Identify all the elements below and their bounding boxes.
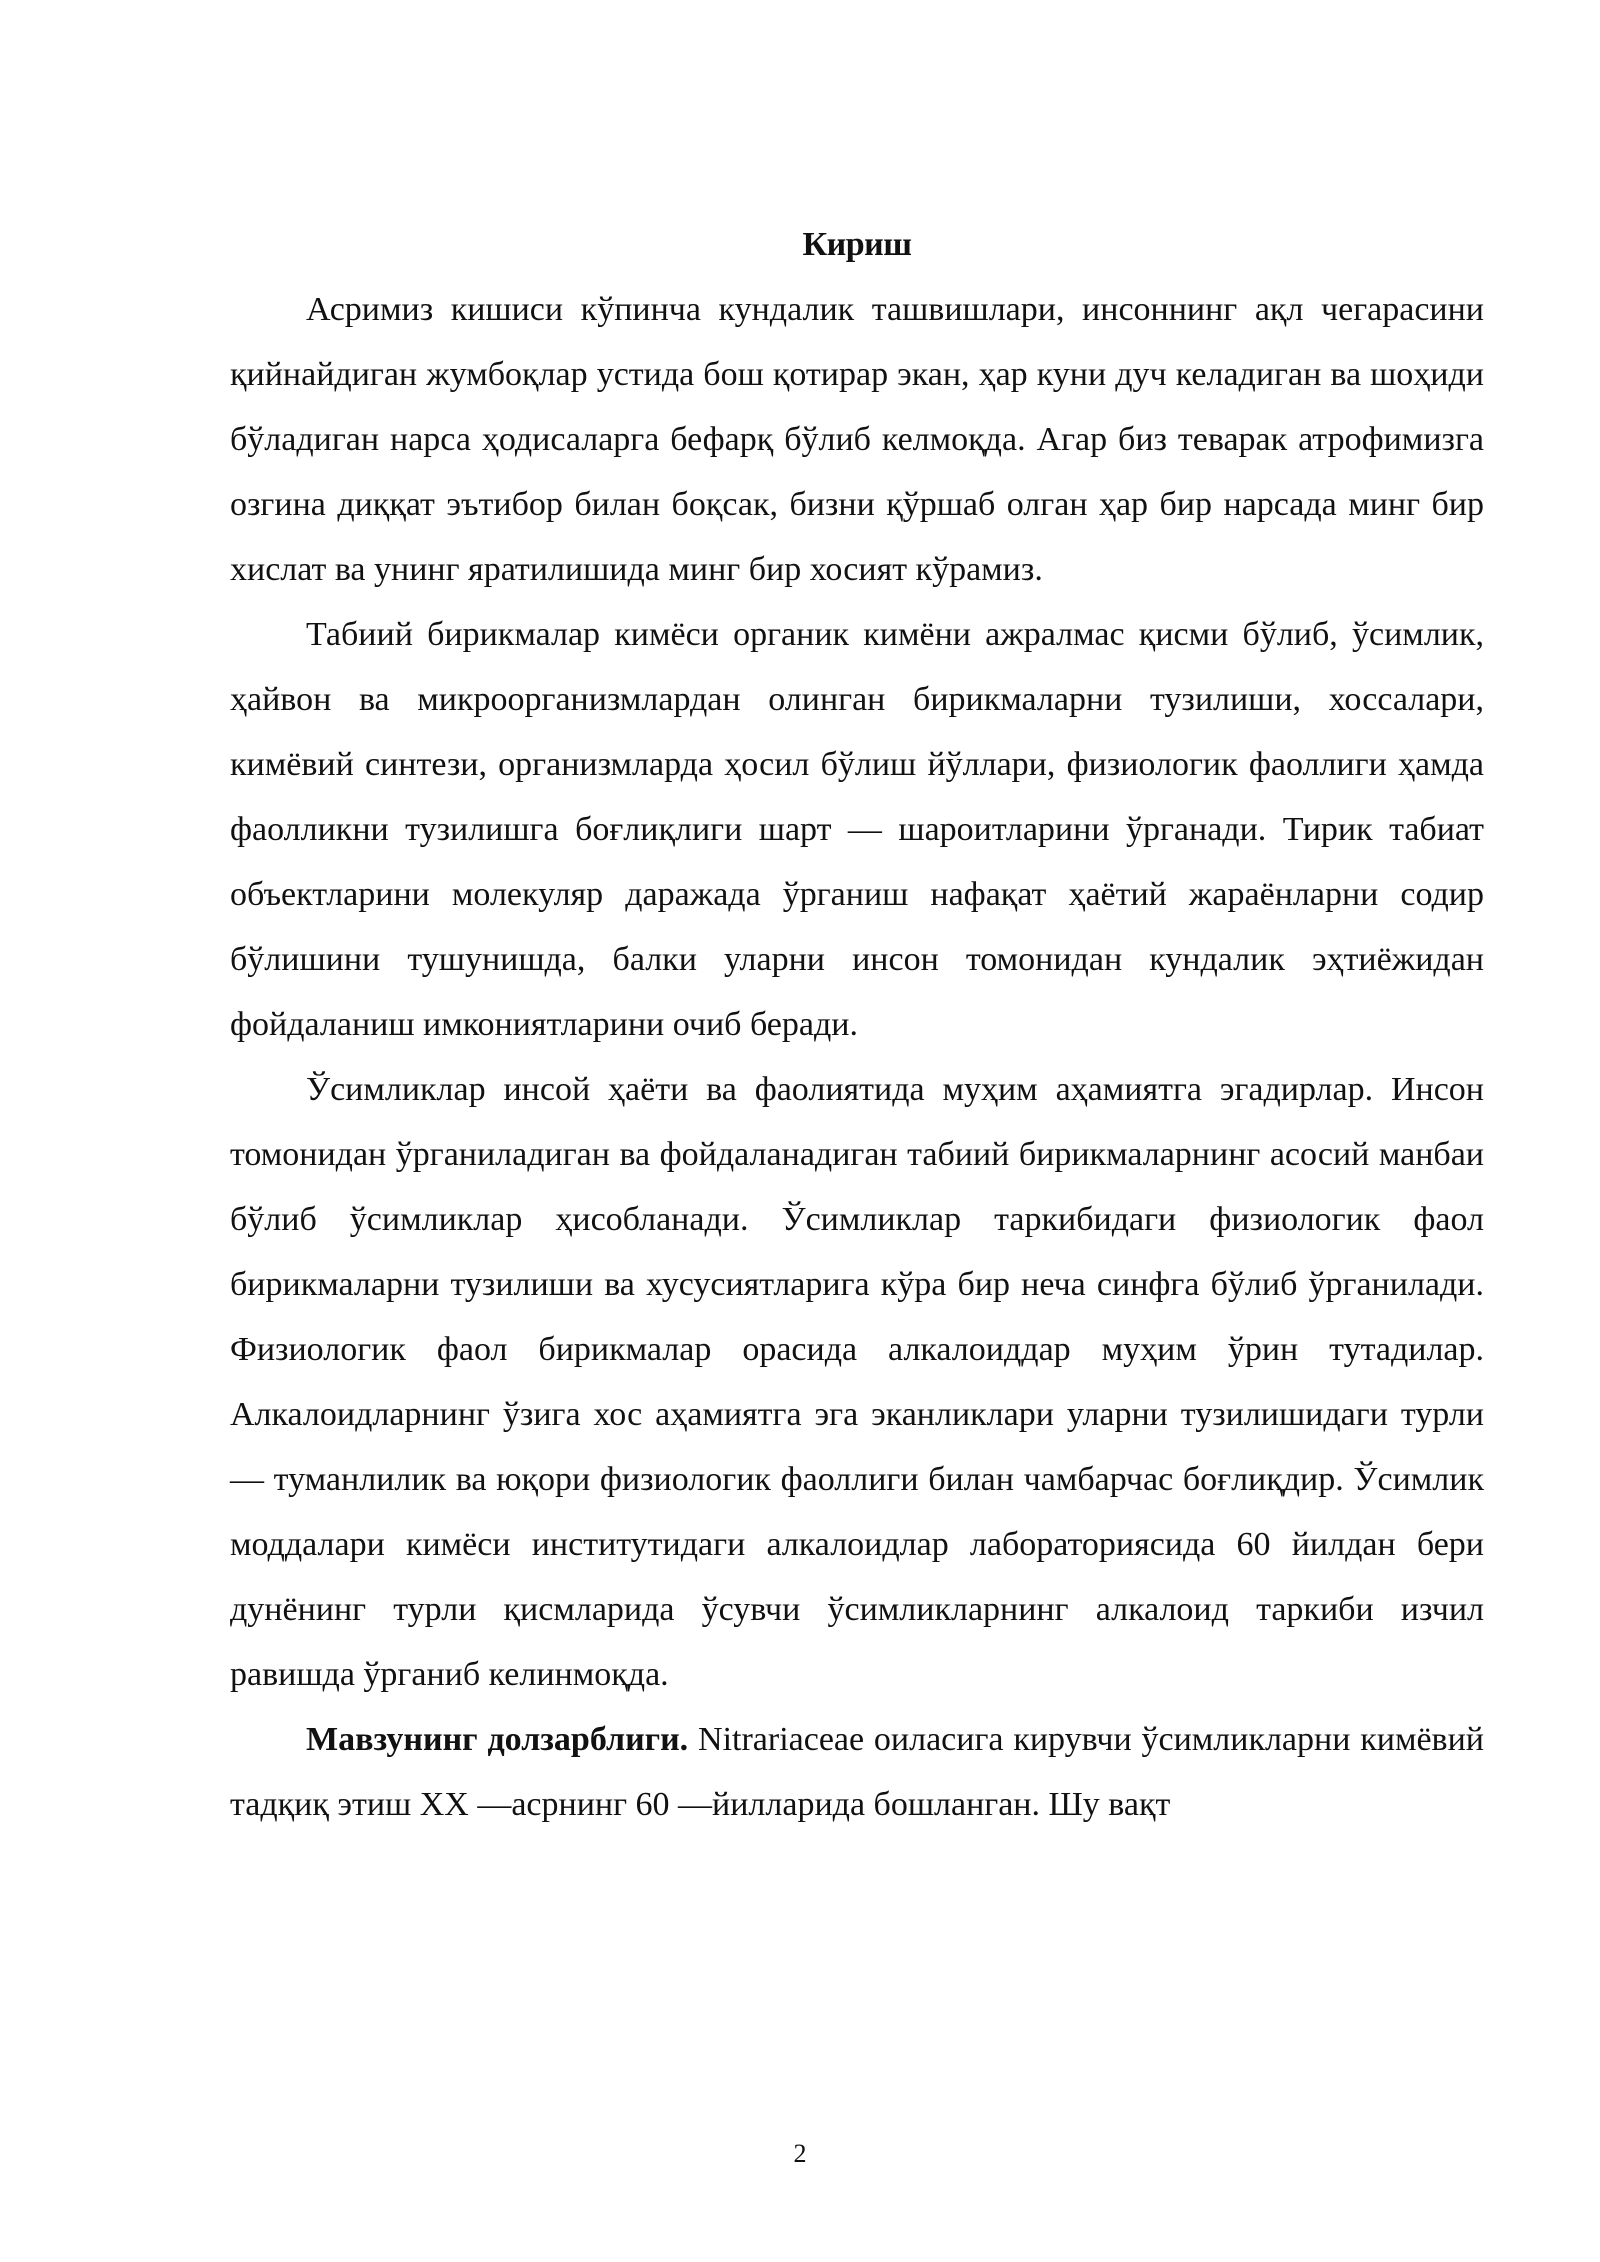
paragraph-4 bbox=[230, 1707, 1484, 1837]
paragraph-1: Асримиз кишиси кўпинча кундалик ташвишлари, инсоннинг ақл чегарасини қийнайдиган жумбоқлар устида бош қотирар экан, ҳар куни дуч келадиган ва шоҳиди бўладиган нарса ҳодисаларга бефарқ бўлиб келмоқда. Агар биз теварак атрофимизга озгина диққат эътибор билан боқсак, бизни қўршаб олган ҳар бир нарсада минг бир хислат ва унинг яратилишида минг бир хосият кўрамиз. bbox=[230, 291, 1484, 588]
page-title: Кириш bbox=[802, 226, 912, 263]
paragraph-3: Ўсимликлар инсой ҳаёти ва фаолиятида муҳим аҳамиятга эгадирлар. Инсон томонидан ўрганиладиган ва фойдаланадиган табиий бирикмаларнинг асосий манбаи бўлиб ўсимликлар ҳисобланади. Ўсимликлар таркибидаги физиологик фаол бирикмаларни тузилиши ва хусусиятларига кўра бир неча синфга бўлиб ўрганилади. Физиологик фаол бирикмалар орасида алкалоиддар муҳим ўрин тутадилар. Алкалоидларнинг ўзига хос аҳамиятга эга эканликлари уларни тузилишидаги турли — туманлилик ва юқори физиологик фаоллиги билан чамбарчас боғлиқдир. Ўсимлик моддалари кимёси институтидаги алкалоидлар лабораториясида 60 йилдан бери дунёнинг турли қисмларида ўсувчи ўсимликларнинг алкалоид таркиби изчил равишда ўрганиб келинмоқда. bbox=[230, 1071, 1484, 1693]
paragraph-2: Табиий бирикмалар кимёси органик кимёни ажралмас қисми бўлиб, ўсимлик, ҳайвон ва микроорганизмлардан олинган бирикмаларни тузилиши, хоссалари, кимёвий синтези, организмларда ҳосил бўлиш йўллари, физиологик фаоллиги ҳамда фаолликни тузилишга боғлиқлиги шарт — шароитларини ўрганади. Тирик табиат объектларини молекуляр даражада ўрганиш нафақат ҳаётий жараёнларни содир бўлишини тушунишда, балки уларни инсон томонидан кундалик эҳтиёжидан фойдаланиш имкониятларини очиб беради. bbox=[230, 616, 1484, 1043]
page-number: 2 bbox=[793, 2139, 807, 2168]
paragraph-4-text: Nitrariaceae оиласига кирувчи ўсимликларни кимёвий тадқиқ этиш XX —асрнинг 60 —йилларида бошланган. Шу вақт bbox=[230, 1721, 1484, 1823]
page-body bbox=[230, 212, 1484, 1837]
section-heading-relevance: Мавзунинг долзарблиги. bbox=[306, 1721, 689, 1758]
